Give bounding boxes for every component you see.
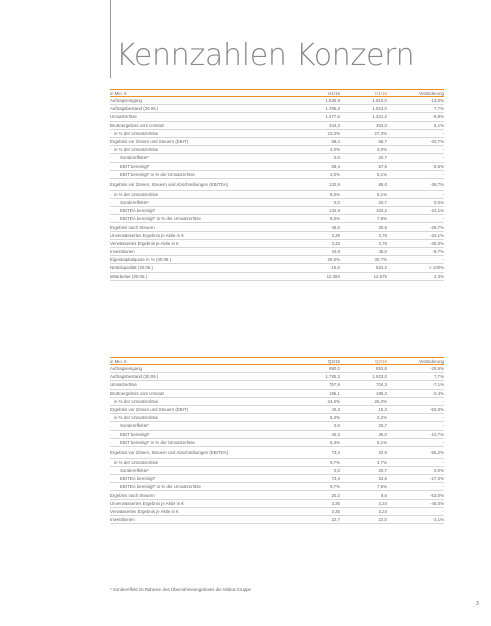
change-value: -33,7% <box>387 137 444 145</box>
table-row <box>110 170 444 178</box>
table-row <box>110 190 444 198</box>
row-label: EBITDA bereinigt* in % der Umsatzerlöse <box>110 483 297 491</box>
change-value: -27,0% <box>387 475 444 483</box>
row-label: in % der Umsatzerlöse <box>110 458 297 466</box>
table-row <box>110 264 444 272</box>
change-value: 0,0% <box>387 466 444 474</box>
change-value: - <box>387 414 444 422</box>
row-label: Umsatzerlöse <box>110 113 297 121</box>
current-value: 26,3% <box>340 397 387 405</box>
prior-value: 9,7% <box>297 483 340 491</box>
current-value: 85,0 <box>340 178 387 190</box>
prior-value: 9,7% <box>297 458 340 466</box>
prior-value: 29,5% <box>297 256 340 264</box>
page-number: 3 <box>476 601 479 607</box>
half-year-kpi-table <box>110 89 444 281</box>
table-row <box>110 430 444 438</box>
change-value: -23,1% <box>387 207 444 215</box>
row-label: Auftragsbestand (30.06.) <box>110 105 297 113</box>
current-value: 36,0 <box>340 430 387 438</box>
current-value: 3,78 <box>340 239 387 247</box>
table-row <box>110 129 444 137</box>
prior-value: 1.636,9 <box>297 97 340 105</box>
row-label: in % der Umsatzerlöse <box>110 414 297 422</box>
current-value: 66,7 <box>340 137 387 145</box>
row-label: Umsatzerlöse <box>110 381 297 389</box>
change-value: 7,7% <box>387 373 444 381</box>
row-label: EBIT bereinigt* in % der Umsatzerlöse <box>110 170 297 178</box>
current-value: 2,2% <box>340 414 387 422</box>
table-row <box>110 414 444 422</box>
prior-value: 23,3% <box>297 129 340 137</box>
row-label: Verwässertes Ergebnis je Aktie in € <box>110 507 297 515</box>
current-value: 1.923,0 <box>340 373 387 381</box>
row-label: in % der Umsatzerlöse <box>110 190 297 198</box>
table-row <box>110 223 444 231</box>
table-row <box>110 113 444 121</box>
change-value: - <box>387 483 444 491</box>
current-value: 3,0% <box>340 146 387 154</box>
table-row <box>110 256 444 264</box>
current-value: 3,24 <box>340 507 387 515</box>
table-row <box>110 422 444 430</box>
prior-value: 132,9 <box>297 178 340 190</box>
current-value: 1.923,0 <box>340 105 387 113</box>
row-label: in % der Umsatzerlöse <box>110 146 297 154</box>
current-value: 1.331,2 <box>340 113 387 121</box>
prior-value: 58,4 <box>297 162 340 170</box>
table-row <box>110 137 444 145</box>
prior-value: 9,0% <box>297 190 340 198</box>
prior-value: -16,5 <box>297 264 340 272</box>
current-value: 185,3 <box>340 389 387 397</box>
table-row <box>110 405 444 413</box>
prior-value: 3,35 <box>297 499 340 507</box>
row-label: Ergebnis vor Zinsen, Steuern und Abschreibungen (EBITDA) <box>110 178 297 190</box>
prior-value: 690,0 <box>297 365 340 373</box>
table-row <box>110 499 444 507</box>
unit-header: in Mio. € <box>110 358 297 365</box>
table-row <box>110 491 444 499</box>
change-value: - <box>387 146 444 154</box>
current-value: 704,3 <box>340 381 387 389</box>
current-value: 7,9% <box>340 215 387 223</box>
current-value: 57,6 <box>340 162 387 170</box>
prior-value: 5,3% <box>297 414 340 422</box>
title-accent-line <box>110 0 111 78</box>
prior-value: 1.785,3 <box>297 105 340 113</box>
change-value: -35,0% <box>387 239 444 247</box>
change-value: -13,0% <box>387 97 444 105</box>
prior-value: 24,6% <box>297 397 340 405</box>
table-row <box>110 231 444 239</box>
current-value: 30,7% <box>340 256 387 264</box>
table-row <box>110 198 444 206</box>
current-value: 27,3% <box>340 129 387 137</box>
current-value: 853,6 <box>340 365 387 373</box>
row-label: Mitarbeiter (30.06.) <box>110 272 297 280</box>
row-label: Sondereffekte* <box>110 466 297 474</box>
change-value: 2,3% <box>387 272 444 280</box>
prior-value: 757,6 <box>297 381 340 389</box>
table-row <box>110 515 444 523</box>
current-value: 32,9 <box>340 446 387 458</box>
change-value: -62,0% <box>387 405 444 413</box>
prior-value: 40,3 <box>297 405 340 413</box>
change-value: -5,5% <box>387 162 444 170</box>
prior-period-header: Q2/15 <box>297 358 340 365</box>
quarter-kpi-table <box>110 357 444 524</box>
table-row <box>110 397 444 405</box>
change-value: - <box>387 422 444 430</box>
current-value: 7,6% <box>340 483 387 491</box>
prior-value: 3,33 <box>297 239 340 247</box>
current-period-header: Q2/16 <box>340 358 387 365</box>
change-value: -55,2% <box>387 446 444 458</box>
current-value: 6,1% <box>340 190 387 198</box>
current-value: 30,6 <box>340 223 387 231</box>
change-value: -35,7% <box>387 223 444 231</box>
change-value: - <box>387 507 444 515</box>
prior-value: 4,0% <box>297 146 340 154</box>
change-value: - <box>387 438 444 446</box>
change-header: Veränderung <box>387 358 444 365</box>
current-value: 20,7 <box>340 466 387 474</box>
prior-value: 45,5 <box>297 223 340 231</box>
table-row <box>110 207 444 215</box>
prior-value: 44,9 <box>297 247 340 255</box>
row-label: Ergebnis vor Zinsen, Steuern und Abschreibungen (EBITDA) <box>110 446 297 458</box>
prior-value: 22,7 <box>297 515 340 523</box>
current-value: 3,24 <box>340 499 387 507</box>
prior-value: 0,0 <box>297 154 340 162</box>
prior-value: 3,35 <box>297 507 340 515</box>
prior-value: 0,0 <box>297 466 340 474</box>
change-value: - <box>387 458 444 466</box>
row-label: Sondereffekte* <box>110 198 297 206</box>
page-title: Kennzahlen Konzern <box>116 38 415 73</box>
table-row <box>110 215 444 223</box>
row-label: Investitionen <box>110 247 297 255</box>
unit-header: in Mio. € <box>110 90 297 97</box>
table-row <box>110 389 444 397</box>
table-row <box>110 475 444 483</box>
prior-value: 73,4 <box>297 446 340 458</box>
row-label: Unverwässertes Ergebnis je Aktie in € <box>110 231 297 239</box>
change-value: -0,4% <box>387 389 444 397</box>
change-header: Veränderung <box>387 90 444 97</box>
prior-value: 9,0% <box>297 215 340 223</box>
change-value: - <box>387 170 444 178</box>
current-value: 363,0 <box>340 121 387 129</box>
current-value: 4,7% <box>340 458 387 466</box>
prior-value: 344,3 <box>297 121 340 129</box>
table-header-row <box>110 358 444 365</box>
current-value: 522,2 <box>340 264 387 272</box>
table-row <box>110 466 444 474</box>
change-value: 7,7% <box>387 105 444 113</box>
table-row <box>110 121 444 129</box>
prior-value: 58,4 <box>297 137 340 145</box>
prior-value: 3,29 <box>297 231 340 239</box>
row-label: Verwässertes Ergebnis je Aktie in € <box>110 239 297 247</box>
current-value: 102,2 <box>340 207 387 215</box>
row-label: Bruttoergebnis vom Umsatz <box>110 389 297 397</box>
row-label: in % der Umsatzerlöse <box>110 397 297 405</box>
change-value: -48,0% <box>387 499 444 507</box>
prior-value: 132,9 <box>297 207 340 215</box>
change-value: -38,7% <box>387 178 444 190</box>
row-label: Auftragsbestand (30.06.) <box>110 373 297 381</box>
current-value: 1.610,0 <box>340 97 387 105</box>
table-row <box>110 507 444 515</box>
current-value: 5,1% <box>340 170 387 178</box>
row-label: in % der Umsatzerlöse <box>110 129 297 137</box>
current-value: 20,7 <box>340 198 387 206</box>
table-row <box>110 272 444 280</box>
row-label: Eigenkapitalquote in % (30.06.) <box>110 256 297 264</box>
prior-value: 0,0 <box>297 198 340 206</box>
current-value: 12.675 <box>340 272 387 280</box>
prior-value: 1.477,6 <box>297 113 340 121</box>
row-label: Ergebnis vor Zinsen und Steuern (EBIT) <box>110 405 297 413</box>
table-row <box>110 247 444 255</box>
current-value: 45,0 <box>340 247 387 255</box>
current-value: 3,78 <box>340 231 387 239</box>
row-label: Ergebnis nach Steuern <box>110 491 297 499</box>
prior-value: 0,0 <box>297 422 340 430</box>
change-value: -3,1% <box>387 515 444 523</box>
current-period-header: H1/16 <box>340 90 387 97</box>
current-value: 53,6 <box>340 475 387 483</box>
current-value: 5,1% <box>340 438 387 446</box>
change-value: -7,1% <box>387 381 444 389</box>
change-value: 0,0% <box>387 198 444 206</box>
change-value: 5,1% <box>387 121 444 129</box>
row-label: EBITDA bereinigt* <box>110 475 297 483</box>
change-value: > 100% <box>387 264 444 272</box>
table-row <box>110 458 444 466</box>
row-label: Auftragseingang <box>110 365 297 373</box>
prior-value: 12.384 <box>297 272 340 280</box>
prior-value: 73,4 <box>297 475 340 483</box>
row-label: Unverwässertes Ergebnis je Aktie in € <box>110 499 297 507</box>
prior-value: 40,3 <box>297 430 340 438</box>
row-label: Sondereffekte* <box>110 154 297 162</box>
change-value: - <box>387 190 444 198</box>
table-row <box>110 381 444 389</box>
row-label: EBITDA bereinigt* in % der Umsatzerlöse <box>110 215 297 223</box>
prior-value: 1.785,3 <box>297 373 340 381</box>
change-value: - <box>387 215 444 223</box>
table-row <box>110 178 444 190</box>
row-label: EBITDA bereinigt* <box>110 207 297 215</box>
change-value: - <box>387 397 444 405</box>
change-value: -28,6% <box>387 365 444 373</box>
change-value: -34,1% <box>387 231 444 239</box>
table-row <box>110 105 444 113</box>
change-value: - <box>387 154 444 162</box>
table-row <box>110 154 444 162</box>
change-value: -9,8% <box>387 113 444 121</box>
row-label: Ergebnis nach Steuern <box>110 223 297 231</box>
row-label: Sondereffekte* <box>110 422 297 430</box>
prior-value: 20,2 <box>297 491 340 499</box>
change-value: - <box>387 256 444 264</box>
table-row <box>110 365 444 373</box>
table-row <box>110 239 444 247</box>
table-row <box>110 97 444 105</box>
prior-period-header: H1/15 <box>297 90 340 97</box>
row-label: EBIT bereinigt* in % der Umsatzerlöse <box>110 438 297 446</box>
table-row <box>110 446 444 458</box>
current-value: 15,3 <box>340 405 387 413</box>
row-label: Bruttoergebnis vom Umsatz <box>110 121 297 129</box>
table-row <box>110 438 444 446</box>
current-value: 20,7 <box>340 154 387 162</box>
row-label: EBIT bereinigt* <box>110 430 297 438</box>
change-value: -53,0% <box>387 491 444 499</box>
table-row <box>110 162 444 170</box>
prior-value: 186,1 <box>297 389 340 397</box>
table-row <box>110 483 444 491</box>
change-value: - <box>387 129 444 137</box>
change-value: -8,7% <box>387 247 444 255</box>
current-value: 20,7 <box>340 422 387 430</box>
current-value: 9,5 <box>340 491 387 499</box>
current-value: 22,0 <box>340 515 387 523</box>
row-label: Investitionen <box>110 515 297 523</box>
row-label: Ergebnis vor Zinsen und Steuern (EBIT) <box>110 137 297 145</box>
prior-value: 5,3% <box>297 438 340 446</box>
prior-value: 4,0% <box>297 170 340 178</box>
row-label: Nettoliquidität (30.06.) <box>110 264 297 272</box>
change-value: -10,7% <box>387 430 444 438</box>
table-row <box>110 373 444 381</box>
footnote: * Sondereffekt im Rahmen des Übernahmeangebotes der Midea Gruppe <box>110 587 251 592</box>
table-row <box>110 146 444 154</box>
table-header-row <box>110 90 444 97</box>
row-label: Auftragseingang <box>110 97 297 105</box>
row-label: EBIT bereinigt* <box>110 162 297 170</box>
